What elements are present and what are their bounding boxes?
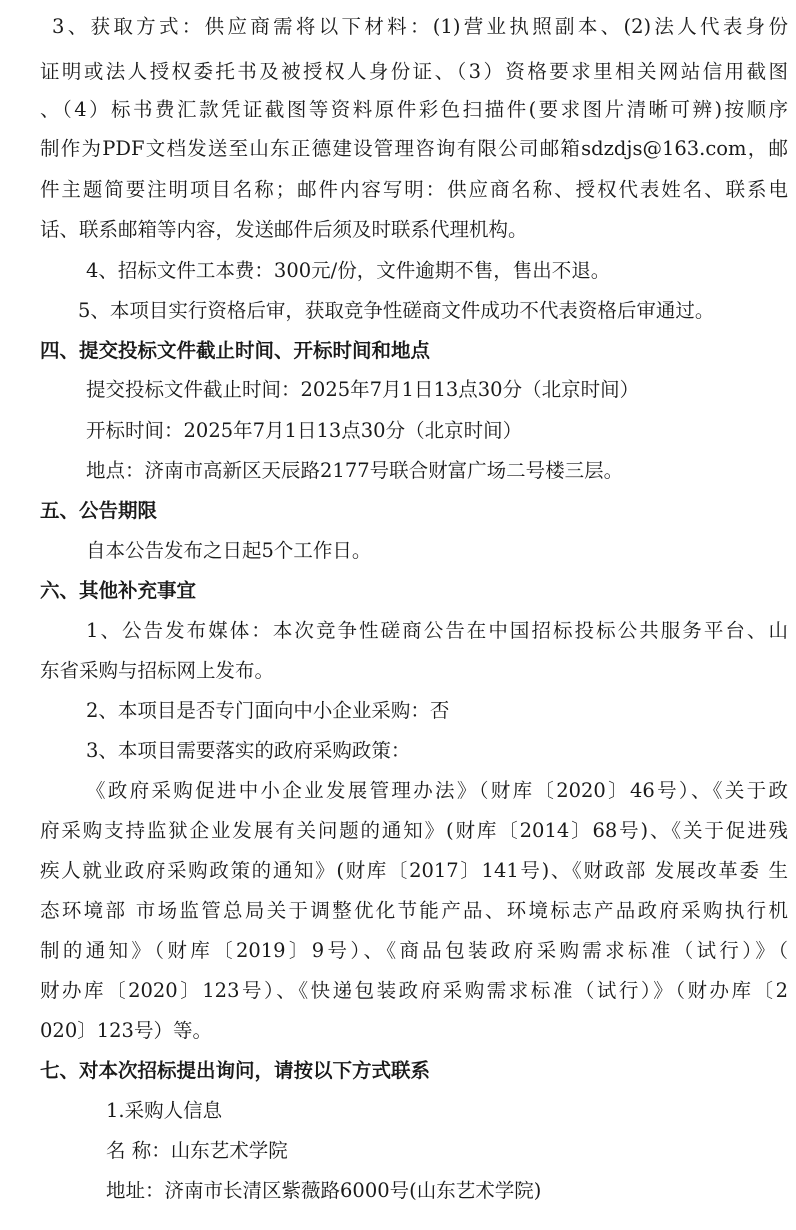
paragraph-line: 1.采购人信息: [106, 1099, 223, 1122]
paragraph-line: 《政府采购促进中小企业发展管理办法》（财库〔2020〕46号）、《关于政: [86, 779, 788, 802]
paragraph-line: 自本公告发布之日起5个工作日。: [86, 539, 372, 562]
section-heading: 五、公告期限: [40, 499, 158, 522]
section-heading: 七、对本次招标提出询问，请按以下方式联系: [40, 1059, 431, 1082]
paragraph-line: 财办库〔2020〕123号）、《快递包装政府采购需求标准（试行）》（财办库〔2: [40, 979, 788, 1002]
paragraph-line: 话、联系邮箱等内容，发送邮件后须及时联系代理机构。: [40, 218, 528, 241]
paragraph-line: 1、公告发布媒体：本次竞争性磋商公告在中国招标投标公共服务平台、山: [86, 619, 788, 642]
paragraph-line: 地址：济南市长清区紫薇路6000号(山东艺术学院): [106, 1179, 542, 1202]
paragraph-line: 证明或法人授权委托书及被授权人身份证、（3）资格要求里相关网站信用截图: [40, 60, 788, 83]
paragraph-line: 提交投标文件截止时间：2025年7月1日13点30分（北京时间）: [86, 378, 640, 401]
paragraph-line: 制作为PDF文档发送至山东正德建设管理咨询有限公司邮箱sdzdjs@163.com，邮: [40, 137, 788, 160]
paragraph-line: 、（4）标书费汇款凭证截图等资料原件彩色扫描件(要求图片清晰可辨)按顺序: [40, 98, 788, 121]
paragraph-line: 态环境部 市场监管总局关于调整优化节能产品、环境标志产品政府采购执行机: [40, 899, 788, 922]
paragraph-line: 制的通知》（财库〔2019〕9号）、《商品包装政府采购需求标准（试行）》（: [40, 939, 788, 962]
paragraph-line: 3、本项目需要落实的政府采购政策：: [86, 739, 411, 762]
paragraph-line: 开标时间：2025年7月1日13点30分（北京时间）: [86, 419, 523, 442]
paragraph-line: 3、获取方式：供应商需将以下材料：(1)营业执照副本、(2)法人代表身份: [52, 15, 788, 38]
paragraph-line: 4、招标文件工本费：300元/份，文件逾期不售，售出不退。: [86, 259, 611, 282]
paragraph-line: 件主题简要注明项目名称；邮件内容写明：供应商名称、授权代表姓名、联系电: [40, 178, 788, 201]
section-heading: 四、提交投标文件截止时间、开标时间和地点: [40, 339, 431, 362]
paragraph-line: 地点：济南市高新区天辰路2177号联合财富广场二号楼三层。: [86, 459, 624, 482]
paragraph-line: 2、本项目是否专门面向中小企业采购：否: [86, 699, 450, 722]
paragraph-line: 名 称：山东艺术学院: [106, 1139, 288, 1162]
paragraph-line: 020〕123号）等。: [40, 1019, 212, 1042]
paragraph-line: 府采购支持监狱企业发展有关问题的通知》(财库〔2014〕68号)、《关于促进残: [40, 819, 788, 842]
paragraph-line: 东省采购与招标网上发布。: [40, 659, 275, 682]
paragraph-line: 5、本项目实行资格后审，获取竞争性磋商文件成功不代表资格后审通过。: [78, 299, 715, 322]
paragraph-line: 疾人就业政府采购政策的通知》(财库〔2017〕141号)、《财政部 发展改革委 生: [40, 859, 788, 882]
section-heading: 六、其他补充事宜: [40, 579, 197, 602]
